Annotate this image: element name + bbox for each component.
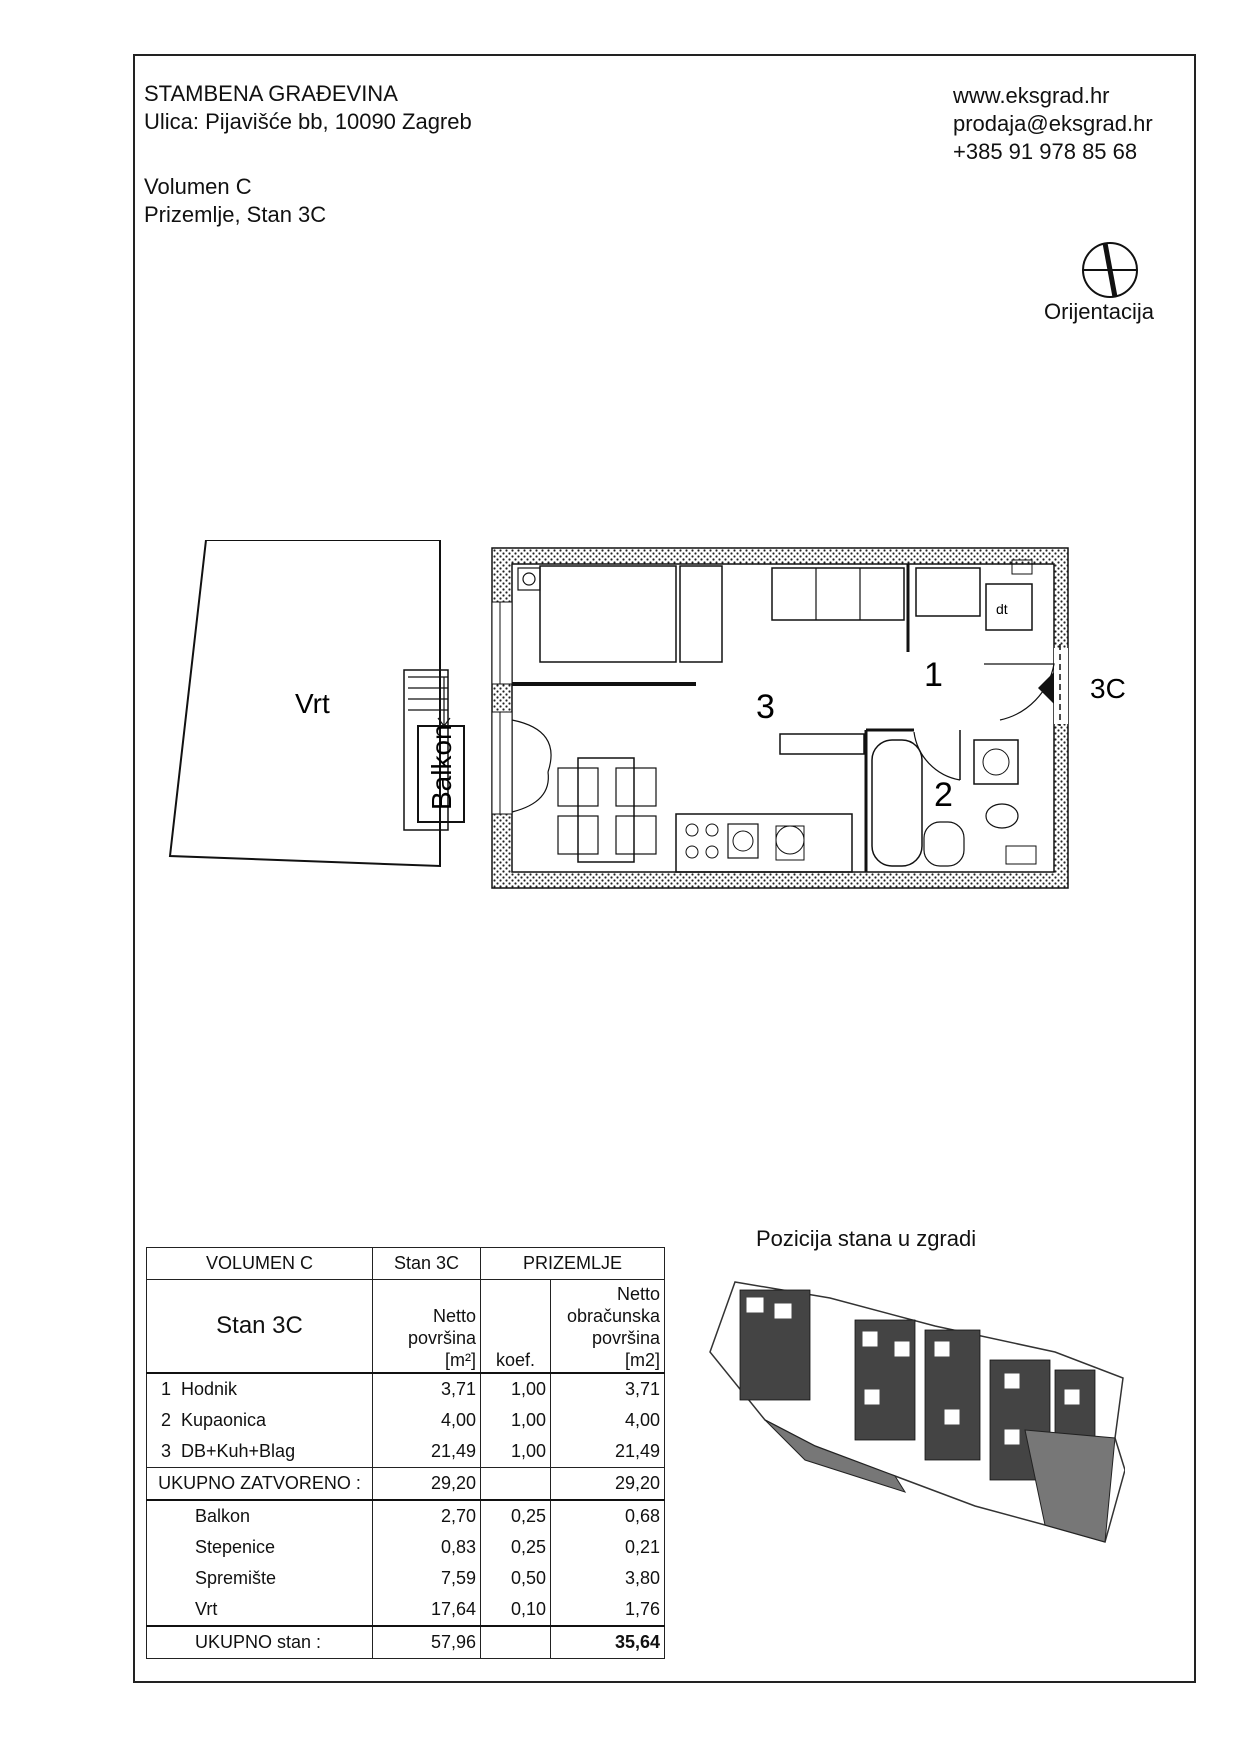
closed-total-row: UKUPNO ZATVORENO : 29,20 29,20 bbox=[147, 1468, 665, 1501]
room-number-2: 2 bbox=[934, 776, 953, 814]
head-volume: VOLUMEN C bbox=[147, 1248, 373, 1280]
phone-number: +385 91 978 85 68 bbox=[953, 139, 1138, 164]
unit-info bbox=[144, 173, 326, 229]
table-title: Stan 3C bbox=[147, 1280, 373, 1374]
garden-label: Vrt bbox=[295, 688, 330, 719]
room-number-1: 1 bbox=[924, 656, 943, 694]
stairs-steps bbox=[408, 677, 450, 726]
orientation-label: Orijentacija bbox=[1044, 299, 1155, 324]
table-head-row bbox=[147, 1248, 665, 1280]
building-position-map bbox=[705, 1270, 1125, 1570]
grand-total-row: UKUPNO stan : 57,96 35,64 bbox=[147, 1626, 665, 1659]
balcony-label: Balkon bbox=[426, 724, 457, 810]
column-header-row bbox=[147, 1280, 665, 1374]
area-table bbox=[146, 1247, 665, 1659]
table-row: Spremište 7,59 0,50 3,80 bbox=[147, 1563, 665, 1594]
table-row: 1 Hodnik 3,71 1,00 3,71 bbox=[147, 1373, 665, 1405]
table-row: Balkon 2,70 0,25 0,68 bbox=[147, 1500, 665, 1532]
floor-unit-label: Prizemlje, Stan 3C bbox=[144, 202, 327, 227]
head-unit: Stan 3C bbox=[373, 1248, 481, 1280]
building-address: Ulica: Pijavišće bb, 10090 Zagreb bbox=[144, 109, 472, 134]
col-koef-header: koef. bbox=[481, 1280, 551, 1374]
building-info bbox=[144, 80, 472, 136]
position-title: Pozicija stana u zgradi bbox=[756, 1226, 977, 1251]
email-link[interactable]: prodaja@eksgrad.hr bbox=[953, 111, 1153, 136]
col-netto-header: Netto površina [m²] bbox=[373, 1280, 481, 1374]
room-number-3: 3 bbox=[756, 688, 775, 726]
table-row: 3 DB+Kuh+Blag 21,49 1,00 21,49 bbox=[147, 1436, 665, 1468]
table-row: Vrt 17,64 0,10 1,76 bbox=[147, 1594, 665, 1626]
head-floor: PRIZEMLJE bbox=[481, 1248, 665, 1280]
volume-label: Volumen C bbox=[144, 174, 252, 199]
floor-plan bbox=[160, 540, 1160, 900]
contact-info bbox=[953, 82, 1153, 166]
building-title: STAMBENA GRAĐEVINA bbox=[144, 81, 398, 106]
col-obr-header: Netto obračunska površina [m2] bbox=[551, 1280, 665, 1374]
table-row: Stepenice 0,83 0,25 0,21 bbox=[147, 1532, 665, 1563]
compass-icon bbox=[1080, 240, 1140, 300]
table-row: 2 Kupaonica 4,00 1,00 4,00 bbox=[147, 1405, 665, 1436]
unit-label: 3C bbox=[1090, 673, 1126, 704]
appliance-label: dt bbox=[996, 601, 1008, 617]
website-link[interactable]: www.eksgrad.hr bbox=[953, 83, 1110, 108]
